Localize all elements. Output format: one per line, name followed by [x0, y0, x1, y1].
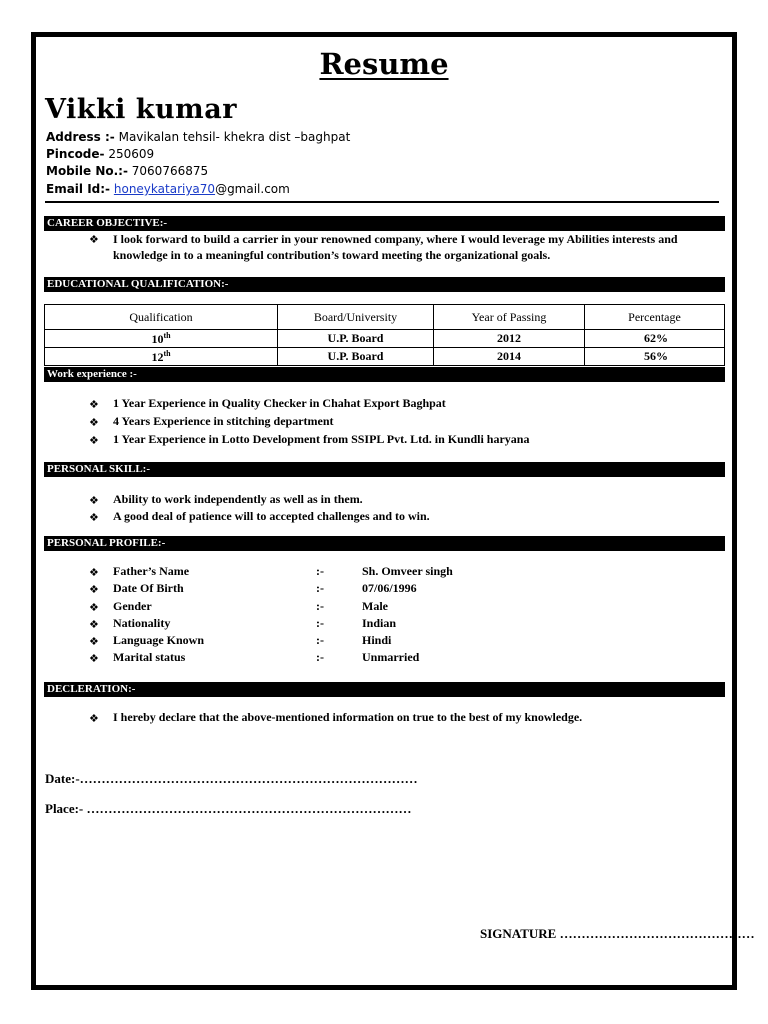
profile-value: Sh. Omveer singh — [362, 564, 453, 578]
section-work-experience: Work experience :- — [44, 367, 725, 382]
section-career-objective: CAREER OBJECTIVE:- — [44, 216, 725, 231]
list-item: 1 Year Experience in Quality Checker in Chahat Export Baghpat — [113, 396, 446, 410]
bullet-icon: ❖ — [89, 416, 99, 429]
profile-label: Date Of Birth — [113, 581, 184, 595]
profile-separator: :- — [316, 633, 324, 647]
section-personal-profile: PERSONAL PROFILE:- — [44, 536, 725, 551]
candidate-name: Vikki kumar — [45, 94, 237, 125]
bullet-icon: ❖ — [89, 652, 99, 665]
page-title: Resume — [319, 47, 449, 81]
profile-separator: :- — [316, 564, 324, 578]
table-header-row — [45, 305, 725, 330]
profile-label: Gender — [113, 599, 152, 613]
email-link[interactable]: honeykatariya70 — [113, 182, 216, 196]
header-percentage: Percentage — [585, 305, 725, 330]
profile-value: Hindi — [362, 633, 392, 647]
profile-separator: :- — [316, 616, 324, 630]
list-item: 4 Years Experience in stitching department — [113, 414, 334, 428]
section-declaration: DECLERATION:- — [44, 682, 725, 697]
profile-separator: :- — [316, 599, 324, 613]
profile-label: Nationality — [113, 616, 171, 630]
declaration-text: I hereby declare that the above-mentioned information on true to the best of my knowledge. — [113, 710, 583, 724]
section-personal-skill: PERSONAL SKILL:- — [44, 462, 725, 477]
profile-value: 07/06/1996 — [362, 581, 417, 595]
profile-label: Father’s Name — [113, 564, 190, 578]
cell-qualification: 12th — [45, 348, 278, 366]
bullet-icon: ❖ — [89, 583, 99, 596]
profile-separator: :- — [316, 650, 324, 664]
list-item: A good deal of patience will to accepted challenges and to win. — [113, 509, 430, 523]
date-line: Date:-…………………………………………………………………… — [45, 771, 418, 786]
table-row — [45, 330, 725, 348]
list-item: 1 Year Experience in Lotto Development from SSIPL Pvt. Ltd. in Kundli haryana — [113, 432, 530, 446]
bullet-icon: ❖ — [89, 511, 99, 524]
cell-qualification: 10th — [45, 330, 278, 348]
bullet-icon: ❖ — [89, 233, 99, 246]
header-divider — [45, 201, 719, 203]
address-line: Address :- Mavikalan tehsil- khekra dist –baghpat — [46, 130, 351, 144]
cell-board: U.P. Board — [278, 330, 434, 348]
header-year: Year of Passing — [434, 305, 585, 330]
education-table — [44, 304, 725, 366]
profile-value: Unmarried — [362, 650, 420, 664]
profile-value: Indian — [362, 616, 397, 630]
bullet-icon: ❖ — [89, 601, 99, 614]
bullet-icon: ❖ — [89, 398, 99, 411]
cell-board: U.P. Board — [278, 348, 434, 366]
pincode-line: Pincode- 250609 — [46, 147, 155, 161]
cell-year: 2012 — [434, 330, 585, 348]
header-qualification: Qualification — [45, 305, 278, 330]
cell-percentage: 56% — [585, 348, 725, 366]
mobile-line: Mobile No.:- 7060766875 — [46, 164, 209, 178]
bullet-icon: ❖ — [89, 434, 99, 447]
bullet-icon: ❖ — [89, 494, 99, 507]
bullet-icon: ❖ — [89, 618, 99, 631]
profile-label: Language Known — [113, 633, 205, 647]
bullet-icon: ❖ — [89, 635, 99, 648]
bullet-icon: ❖ — [89, 566, 99, 579]
profile-value: Male — [362, 599, 388, 613]
cell-percentage: 62% — [585, 330, 725, 348]
list-item: Ability to work independently as well as in them. — [113, 492, 363, 506]
bullet-icon: ❖ — [89, 712, 99, 725]
place-line: Place:- ………………………………………………………………… — [45, 801, 412, 816]
cell-year: 2014 — [434, 348, 585, 366]
table-row — [45, 348, 725, 366]
career-objective-text: I look forward to build a carrier in your renowned company, where I would leverage my Abilities interests and knowledge in to a meaningful contribution’s toward meeting the organizational goals. — [113, 232, 678, 262]
header-board: Board/University — [278, 305, 434, 330]
section-education: EDUCATIONAL QUALIFICATION:- — [44, 277, 725, 292]
signature-line: SIGNATURE ……………………………………… — [480, 926, 755, 941]
profile-label: Marital status — [113, 650, 186, 664]
email-line: Email Id:- honeykatariya70@gmail.com — [46, 182, 290, 196]
profile-separator: :- — [316, 581, 324, 595]
